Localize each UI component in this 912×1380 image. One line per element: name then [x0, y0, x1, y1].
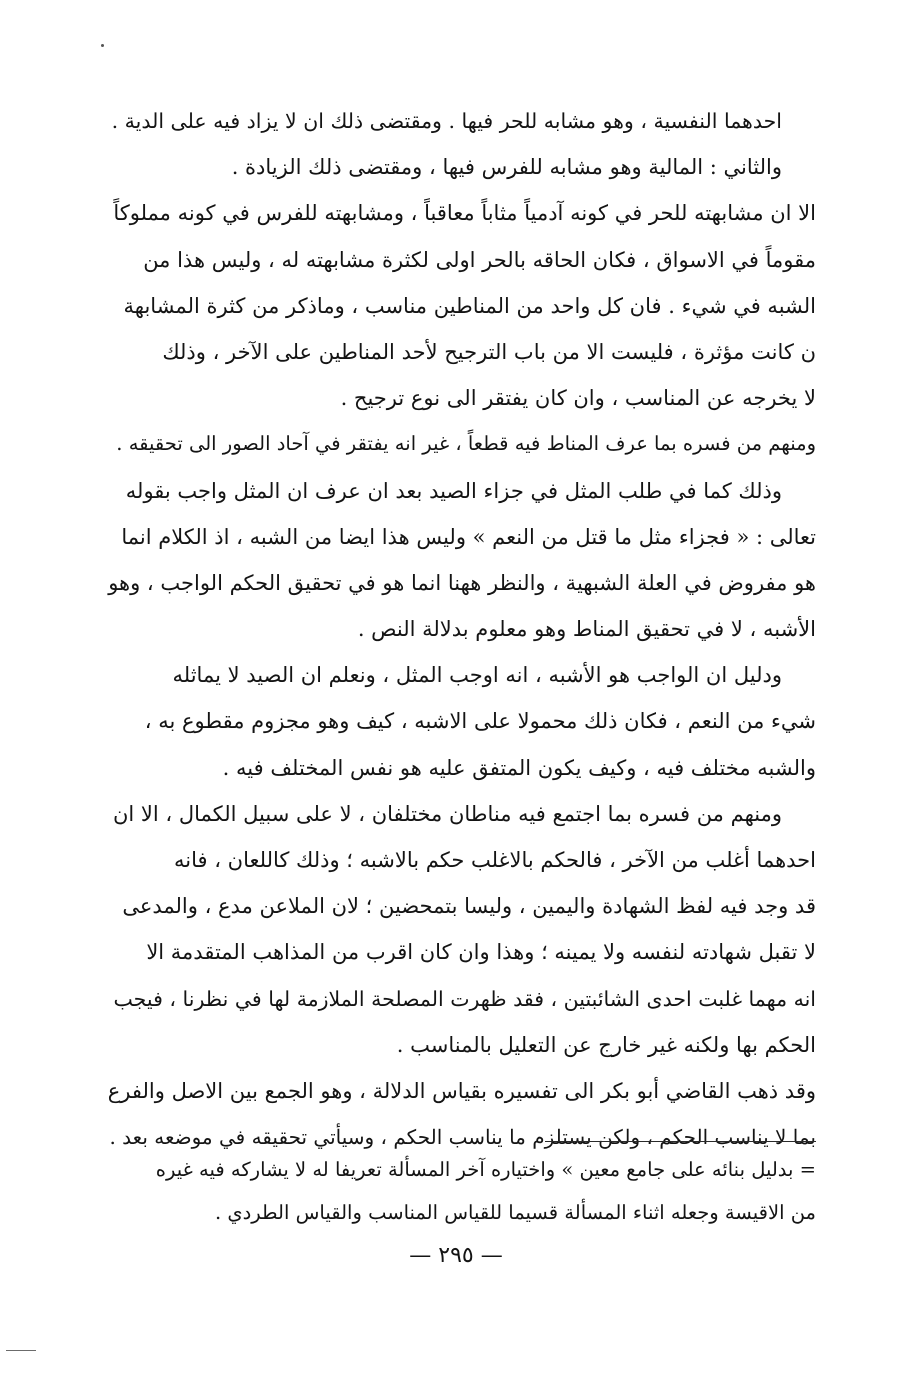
text-line: الحكم بها ولكنه غير خارج عن التعليل بالمناسب .	[396, 1032, 816, 1057]
text-line: الأشبه ، لا في تحقيق المناط وهو معلوم بدلالة النص .	[357, 617, 816, 642]
text-line: الا ان مشابهته للحر في كونه آدمياً مثاباً معاقباً ، ومشابهته للفرس في كونه مملوكاً	[113, 201, 816, 226]
text-line: ن كانت مؤثرة ، فليست الا من باب الترجيح لأحد المناطين على الآخر ، وذلك	[162, 339, 816, 364]
text-line: والثاني : المالية وهو مشابه للفرس فيها ، ومقتضى ذلك الزيادة .	[231, 155, 782, 180]
footnote	[104, 1148, 816, 1234]
text-line: قد وجد فيه لفظ الشهادة واليمين ، وليسا بتمحضين ؛ لان الملاعن مدع ، والمدعى	[122, 894, 816, 919]
footnote-divider	[545, 1141, 816, 1142]
text-line: انه مهما غلبت احدى الشائبتين ، فقد ظهرت المصلحة الملازمة لها في نظرنا ، فيجب	[113, 986, 816, 1011]
text-line: احدهما أغلب من الآخر ، فالحكم بالاغلب حكم بالاشبه ؛ وذلك كاللعان ، فانه	[174, 848, 816, 872]
text-line: ودليل ان الواجب هو الأشبه ، انه اوجب المثل ، ونعلم ان الصيد لا يماثله	[172, 663, 782, 688]
text-line: الشبه في شيء . فان كل واحد من المناطين مناسب ، وماذكر من كثرة المشابهة	[123, 293, 816, 318]
text-line: مقوماً في الاسواق ، فكان الحاقه بالحر اولى لكثرة مشابهته له ، وليس هذا من	[143, 247, 816, 272]
text-line: شيء من النعم ، فكان ذلك محمولا على الاشبه ، كيف وهو مجزوم مقطوع به ،	[144, 709, 816, 734]
page-number: — ٢٩٥ —	[409, 1243, 503, 1268]
footnote-line: من الاقيسة وجعله اثناء المسألة قسيما للقياس المناسب والقياس الطردي .	[214, 1201, 816, 1224]
text-line: تعالى : « فجزاء مثل ما قتل من النعم » وليس هذا ايضا من الشبه ، اذ الكلام انما	[121, 524, 816, 549]
text-line: ومنهم من فسره بما اجتمع فيه مناطان مختلفان ، لا على سبيل الكمال ، الا ان	[112, 801, 782, 826]
footnote-line: = بدليل بنائه على جامع معين » واختياره آخر المسألة تعريفا له لا يشاركه فيه غيره	[155, 1158, 816, 1181]
main-text	[104, 98, 816, 1160]
text-line: وذلك كما في طلب المثل في جزاء الصيد بعد ان عرف ان المثل واجب بقوله	[125, 478, 782, 503]
text-line: والشبه مختلف فيه ، وكيف يكون المتفق عليه هو نفس المختلف فيه .	[222, 755, 816, 780]
scan-edge-mark	[6, 1350, 36, 1351]
text-line: ومنهم من فسره بما عرف المناط فيه قطعاً ، غير انه يفتقر في آحاد الصور الى تحقيقه .	[116, 432, 816, 456]
text-line: هو مفروض في العلة الشبهية ، والنظر ههنا انما هو في تحقيق الحكم الواجب ، وهو	[108, 570, 816, 595]
text-line: احدهما النفسية ، وهو مشابه للحر فيها . ومقتضى ذلك ان لا يزاد فيه على الدية .	[111, 109, 782, 133]
text-line: لا تقبل شهادته لنفسه ولا يمينه ؛ وهذا وان كان اقرب من المذاهب المتقدمة الا	[146, 940, 816, 965]
scan-speck	[101, 44, 104, 47]
text-line: بما لا يناسب الحكم ، ولكن يستلزم ما يناسب الحكم ، وسيأتي تحقيقه في موضعه بعد .	[109, 1125, 816, 1150]
text-line: لا يخرجه عن المناسب ، وان كان يفتقر الى نوع ترجيح .	[340, 386, 816, 411]
text-line: وقد ذهب القاضي أبو بكر الى تفسيره بقياس الدلالة ، وهو الجمع بين الاصل والفرع	[107, 1078, 816, 1103]
